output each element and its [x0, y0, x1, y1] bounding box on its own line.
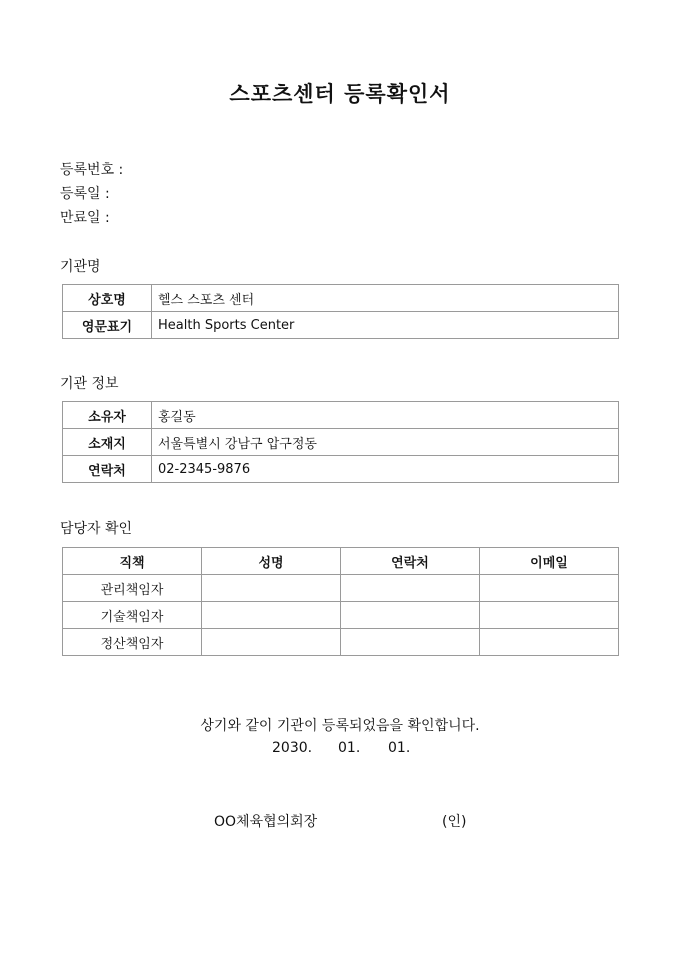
date-month: 01.: [338, 740, 361, 756]
table-row: [63, 285, 619, 312]
expiry-date-label: 만료일 :: [60, 210, 110, 226]
column-header-position: 직책: [63, 548, 202, 575]
table-value: 서울특별시 강남구 압구정동: [152, 429, 619, 456]
table-key: 소유자: [63, 402, 152, 429]
seal-mark: (인): [442, 814, 467, 830]
column-header-contact: 연락처: [341, 548, 480, 575]
staff-email-cell: [480, 629, 619, 656]
table-value: 02-2345-9876: [152, 456, 619, 483]
section-heading-staff: 담당자 확인: [60, 521, 133, 537]
staff-name-cell: [202, 575, 341, 602]
org-name-table: [62, 284, 619, 339]
table-row: [63, 429, 619, 456]
staff-contact-cell: [341, 575, 480, 602]
table-value: 홍길동: [152, 402, 619, 429]
signer-title: OO체육협의회장: [214, 814, 318, 830]
document-title: 스포츠센터 등록확인서: [229, 82, 451, 106]
staff-email-cell: [480, 602, 619, 629]
date-year: 2030.: [272, 740, 313, 756]
column-header-name: 성명: [202, 548, 341, 575]
staff-name-cell: [202, 629, 341, 656]
table-row: [63, 602, 619, 629]
table-value: 헬스 스포츠 센터: [152, 285, 619, 312]
section-heading-org-info: 기관 정보: [60, 376, 119, 392]
staff-contact-cell: [341, 629, 480, 656]
staff-name-cell: [202, 602, 341, 629]
table-row: [63, 312, 619, 339]
registration-number-label: 등록번호 :: [60, 162, 124, 178]
date-day: 01.: [388, 740, 411, 756]
staff-table: [62, 547, 619, 656]
staff-position: 기술책임자: [63, 602, 202, 629]
table-key: 연락처: [63, 456, 152, 483]
table-key: 영문표기: [63, 312, 152, 339]
table-row: [63, 456, 619, 483]
staff-email-cell: [480, 575, 619, 602]
table-key: 소재지: [63, 429, 152, 456]
org-info-table: [62, 401, 619, 483]
table-row: [63, 402, 619, 429]
registration-meta: [60, 158, 123, 230]
confirmation-text: 상기와 같이 기관이 등록되었음을 확인합니다.: [200, 718, 480, 734]
section-heading-org-name: 기관명: [60, 259, 101, 275]
staff-position: 관리책임자: [63, 575, 202, 602]
staff-position: 정산책임자: [63, 629, 202, 656]
column-header-email: 이메일: [480, 548, 619, 575]
registration-date-label: 등록일 :: [60, 186, 110, 202]
table-value: Health Sports Center: [152, 312, 619, 339]
table-header-row: [63, 548, 619, 575]
table-row: [63, 629, 619, 656]
table-row: [63, 575, 619, 602]
staff-contact-cell: [341, 602, 480, 629]
table-key: 상호명: [63, 285, 152, 312]
